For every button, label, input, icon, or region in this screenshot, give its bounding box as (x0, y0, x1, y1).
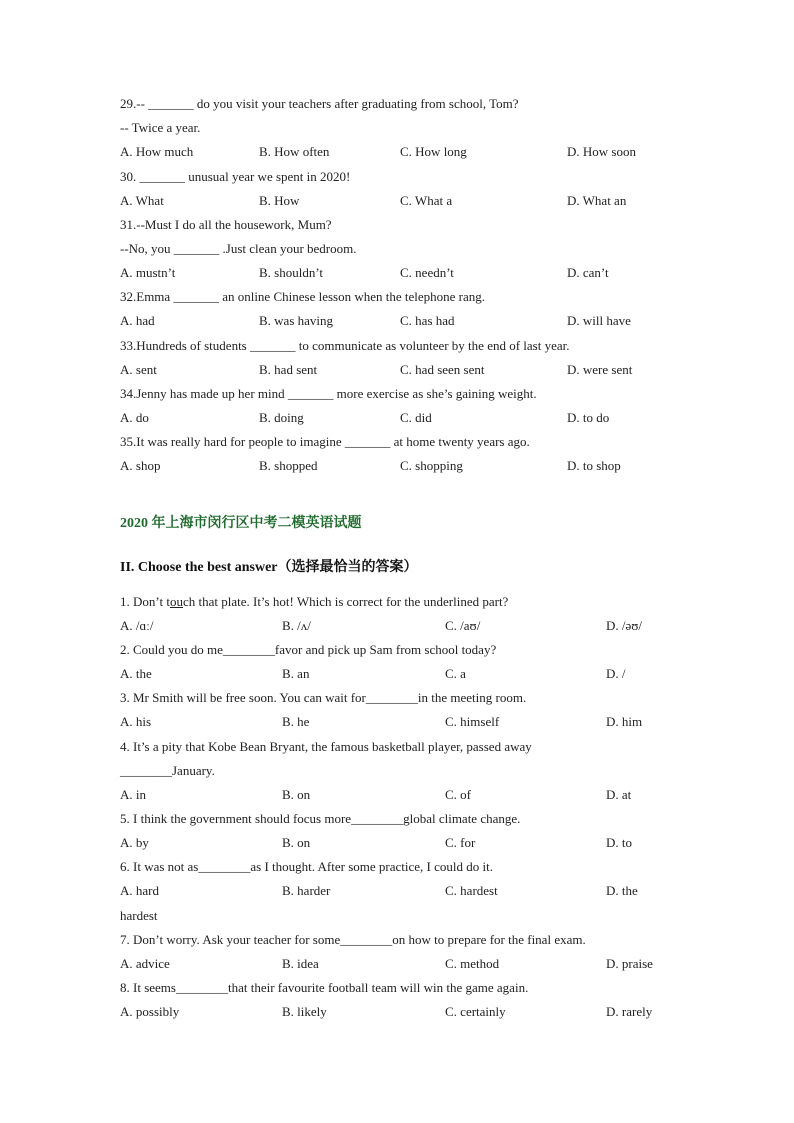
option-c[interactable]: C. did (400, 410, 432, 425)
answer-blank[interactable]: ________ (222, 642, 275, 657)
question-text: in the meeting room. (417, 690, 527, 705)
question-text: at home twenty years ago. (390, 434, 530, 449)
question-7 (120, 931, 586, 949)
answer-blank[interactable]: ________ (175, 980, 228, 995)
option-a[interactable]: A. possibly (120, 1004, 180, 1019)
option-a[interactable]: A. shop (120, 458, 161, 473)
option-d[interactable]: D. to do (567, 410, 610, 425)
question-32 (120, 288, 485, 306)
option-d[interactable]: D. will have (567, 313, 631, 328)
option-c[interactable]: C. What a (400, 193, 453, 208)
option-c[interactable]: C. needn’t (400, 265, 454, 280)
question-text: 35.It was really hard for people to imagine (120, 434, 345, 449)
option-b[interactable]: B. doing (259, 410, 304, 425)
option-c[interactable]: C. /aʊ/ (445, 618, 481, 633)
question-4: 4. It’s a pity that Kobe Bean Bryant, the famous basketball player, passed away (120, 739, 532, 754)
option-d[interactable]: D. him (606, 714, 643, 729)
option-b[interactable]: B. idea (282, 956, 319, 971)
option-b[interactable]: B. likely (282, 1004, 327, 1019)
question-text: 29.-- (120, 96, 149, 111)
exam-title: 2020 年上海市闵行区中考二模英语试题 (120, 516, 362, 531)
option-a[interactable]: A. sent (120, 362, 157, 377)
option-d[interactable]: D. can’t (567, 265, 609, 280)
question-text: 1. Don’t t (120, 594, 170, 609)
option-c[interactable]: C. How long (400, 144, 467, 159)
question-33 (120, 337, 570, 355)
option-a[interactable]: A. What (120, 193, 164, 208)
answer-blank[interactable]: ________ (351, 811, 404, 826)
option-b[interactable]: B. harder (282, 883, 331, 898)
question-4-cont (120, 762, 215, 780)
question-text: 33.Hundreds of students (120, 338, 250, 353)
question-30 (120, 168, 350, 186)
question-text: 34.Jenny has made up her mind (120, 386, 288, 401)
option-d[interactable]: D. to shop (567, 458, 621, 473)
option-c[interactable]: C. certainly (445, 1004, 506, 1019)
question-8 (120, 979, 528, 997)
question-text: 2. Could you do me (120, 642, 223, 657)
option-a[interactable]: A. by (120, 835, 149, 850)
option-b[interactable]: B. had sent (259, 362, 318, 377)
option-c[interactable]: C. a (445, 666, 466, 681)
question-text: to communicate as volunteer by the end of last year. (295, 338, 570, 353)
option-c[interactable]: C. for (445, 835, 476, 850)
question-31-reply (120, 240, 357, 258)
option-d[interactable]: D. at (606, 787, 632, 802)
answer-blank[interactable]: _______ (173, 241, 220, 256)
option-b[interactable]: B. was having (259, 313, 334, 328)
question-text: 6. It was not as (120, 859, 199, 874)
option-c[interactable]: C. shopping (400, 458, 463, 473)
question-text: 30. (120, 169, 140, 184)
question-text: on how to prepare for the final exam. (392, 932, 586, 947)
question-text: global climate change. (403, 811, 521, 826)
question-text: more exercise as she’s gaining weight. (333, 386, 537, 401)
question-text: that their favourite football team will win the game again. (227, 980, 529, 995)
option-c[interactable]: C. hardest (445, 883, 498, 898)
option-d[interactable]: D. How soon (567, 144, 636, 159)
answer-blank[interactable]: ________ (365, 690, 418, 705)
answer-blank[interactable]: _______ (139, 169, 185, 184)
question-31: 31.--Must I do all the housework, Mum? (120, 217, 332, 232)
answer-blank[interactable]: ________ (198, 859, 251, 874)
option-a[interactable]: A. had (120, 313, 155, 328)
option-b[interactable]: B. an (282, 666, 310, 681)
question-3 (120, 689, 526, 707)
option-b[interactable]: B. How often (259, 144, 330, 159)
option-c[interactable]: C. has had (400, 313, 455, 328)
option-a[interactable]: A. the (120, 666, 152, 681)
question-35 (120, 433, 530, 451)
answer-blank[interactable]: _______ (344, 434, 391, 449)
question-text: an online Chinese lesson when the telephone rang. (218, 289, 486, 304)
option-b[interactable]: B. on (282, 835, 311, 850)
question-text: unusual year we spent in 2020! (185, 169, 351, 184)
option-d[interactable]: D. rarely (606, 1004, 653, 1019)
question-29-answer: -- Twice a year. (120, 120, 201, 135)
question-text: favor and pick up Sam from school today? (274, 642, 497, 657)
option-a[interactable]: A. advice (120, 956, 170, 971)
question-text: as I thought. After some practice, I could do it. (250, 859, 493, 874)
answer-blank[interactable]: _______ (250, 338, 296, 353)
option-b[interactable]: B. shopped (259, 458, 318, 473)
option-a[interactable]: A. do (120, 410, 149, 425)
question-text: .Just clean your bedroom. (219, 241, 357, 256)
underlined-part: ou (169, 594, 183, 609)
option-b[interactable]: B. on (282, 787, 311, 802)
question-text: 8. It seems (120, 980, 176, 995)
option-a[interactable]: A. in (120, 787, 146, 802)
option-b[interactable]: B. he (282, 714, 310, 729)
option-d[interactable]: D. the (606, 883, 638, 898)
option-a[interactable]: A. How much (120, 144, 194, 159)
question-2 (120, 641, 496, 659)
answer-blank[interactable]: _______ (287, 386, 334, 401)
option-d[interactable]: D. What an (567, 193, 627, 208)
answer-blank[interactable]: ________ (340, 932, 393, 947)
option-c[interactable]: C. of (445, 787, 471, 802)
answer-blank[interactable]: _______ (173, 289, 219, 304)
question-text: do you visit your teachers after graduating from school, Tom? (193, 96, 519, 111)
question-text: 32.Emma (120, 289, 174, 304)
answer-blank[interactable]: _______ (148, 96, 194, 111)
option-d[interactable]: D. to (606, 835, 632, 850)
option-b[interactable]: B. shouldn’t (259, 265, 324, 280)
option-c[interactable]: C. himself (445, 714, 500, 729)
option-d[interactable]: D. were sent (567, 362, 633, 377)
answer-blank[interactable]: ________ (120, 763, 172, 778)
question-34 (120, 385, 537, 403)
question-text: --No, you (120, 241, 174, 256)
question-6 (120, 858, 493, 876)
question-text: January. (172, 763, 215, 778)
question-text: 3. Mr Smith will be free soon. You can wait for (120, 690, 366, 705)
question-5 (120, 810, 520, 828)
option-b[interactable]: B. /ʌ/ (282, 618, 311, 633)
question-text: 5. I think the government should focus more (120, 811, 352, 826)
question-1 (120, 593, 508, 611)
option-a[interactable]: A. mustn’t (120, 265, 176, 280)
option-a[interactable]: A. his (120, 714, 152, 729)
option-d[interactable]: D. /əʊ/ (606, 618, 643, 633)
option-a[interactable]: A. hard (120, 883, 159, 898)
question-text: 7. Don’t worry. Ask your teacher for some (120, 932, 341, 947)
option-d[interactable]: D. praise (606, 956, 653, 971)
option-d-wrap[interactable]: hardest (120, 908, 158, 923)
option-d[interactable]: D. / (606, 666, 626, 681)
option-a[interactable]: A. /ɑː/ (120, 618, 154, 633)
question-text: ch that plate. It’s hot! Which is correct for the underlined part? (182, 594, 509, 609)
question-29 (120, 95, 519, 113)
option-b[interactable]: B. How (259, 193, 300, 208)
option-c[interactable]: C. had seen sent (400, 362, 485, 377)
option-c[interactable]: C. method (445, 956, 500, 971)
section-title: II. Choose the best answer（选择最恰当的答案） (120, 560, 418, 575)
